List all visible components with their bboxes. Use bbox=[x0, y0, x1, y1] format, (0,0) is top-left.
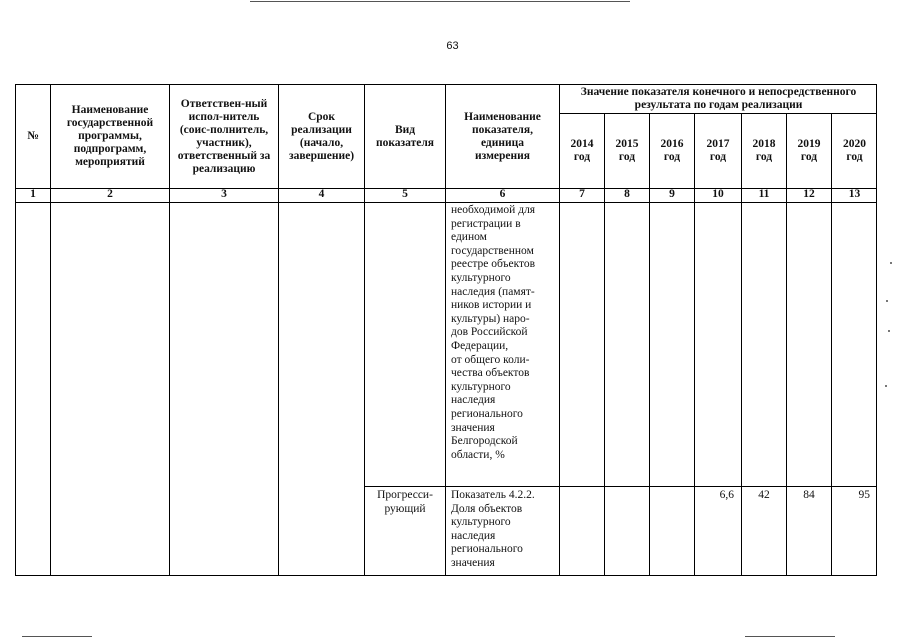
text-line: области, % bbox=[451, 448, 505, 461]
value-2019: 84 bbox=[803, 489, 815, 501]
column-number: 13 bbox=[848, 188, 861, 200]
text-line: необходимой для bbox=[451, 204, 536, 216]
header-year-2017: 2017 год bbox=[706, 138, 730, 163]
header-period: Срок реализации (начало, завершение) bbox=[288, 110, 355, 162]
text-line: реестре объектов bbox=[451, 258, 536, 271]
header-year-2014: 2014 год bbox=[570, 138, 594, 163]
text-line: значения bbox=[451, 556, 495, 569]
scan-speck bbox=[886, 300, 888, 302]
header-year-2016: 2016 год bbox=[660, 138, 684, 163]
text-line: культурного bbox=[451, 271, 511, 284]
text-line: чества объектов bbox=[451, 367, 530, 380]
text-line: рующий bbox=[384, 502, 426, 515]
header-year-2018: 2018 год bbox=[752, 138, 776, 163]
text-line: Федерации, bbox=[451, 339, 509, 352]
column-number: 8 bbox=[624, 188, 630, 200]
column-number: 4 bbox=[318, 188, 325, 200]
header-kind: Вид показателя bbox=[375, 123, 435, 149]
value-2020: 95 bbox=[858, 489, 870, 501]
header-year-2019: 2019 год bbox=[797, 138, 821, 163]
header-program: Наименование государственной программы, подпрограмм, мероприятий bbox=[66, 104, 154, 168]
header-year-2015: 2015 год bbox=[615, 138, 639, 163]
header-indicator: Наименование показателя, единица измерения bbox=[464, 110, 541, 162]
indicator-name-cell bbox=[446, 204, 559, 462]
text-line: регионального bbox=[451, 407, 523, 420]
text-line: значения bbox=[451, 421, 495, 434]
text-line: культуры) наро- bbox=[451, 312, 530, 325]
text-line: наследия (памят- bbox=[451, 285, 535, 298]
column-number: 10 bbox=[712, 188, 724, 200]
column-number: 12 bbox=[803, 188, 815, 200]
text-line: Белгородской bbox=[451, 435, 518, 448]
page-number: 63 bbox=[446, 40, 459, 52]
indicator-kind-cell bbox=[365, 489, 445, 516]
text-line: ников истории и bbox=[451, 299, 532, 312]
column-number: 6 bbox=[499, 188, 506, 200]
header-values-group: Значение показателя конечного и непосредственного результата по годам реализации bbox=[580, 86, 857, 111]
text-line: наследия bbox=[451, 394, 496, 407]
row-divider bbox=[16, 202, 877, 203]
scan-speck bbox=[890, 262, 892, 264]
header-number: № bbox=[27, 130, 39, 142]
text-line: государственном bbox=[451, 244, 534, 257]
column-number: 7 bbox=[579, 188, 585, 200]
scan-speck bbox=[885, 385, 887, 387]
text-line: регионального bbox=[451, 543, 523, 556]
column-number: 3 bbox=[221, 188, 227, 200]
header-year-2020: 2020 год bbox=[843, 138, 866, 163]
scan-edge-line bbox=[745, 636, 835, 637]
text-line: дов Российской bbox=[451, 326, 528, 339]
column-number: 5 bbox=[402, 188, 408, 200]
indicator-name-cell bbox=[446, 489, 559, 571]
value-2018: 42 bbox=[758, 489, 770, 501]
value-2017: 6,6 bbox=[719, 489, 734, 501]
text-line: Показатель 4.2.2. bbox=[451, 489, 535, 501]
indicator-table bbox=[15, 84, 877, 576]
header-executor: Ответствен-ный испол-нитель (соис-полнитель, участник), ответственный за реализацию bbox=[177, 97, 271, 175]
text-line: от общего коли- bbox=[451, 353, 530, 366]
text-line: наследия bbox=[451, 529, 496, 542]
scan-speck bbox=[888, 330, 890, 332]
row-divider bbox=[364, 486, 877, 487]
scan-edge-line bbox=[22, 636, 92, 637]
text-line: культурного bbox=[451, 380, 511, 393]
text-line: Доля объектов bbox=[451, 502, 523, 515]
text-line: регистрации в bbox=[451, 217, 521, 230]
column-number: 2 bbox=[107, 188, 113, 200]
scan-edge-line bbox=[250, 1, 630, 2]
text-line: едином bbox=[451, 231, 487, 244]
text-line: культурного bbox=[451, 516, 511, 529]
column-number: 1 bbox=[30, 188, 36, 200]
text-line: Прогресси- bbox=[377, 489, 433, 501]
column-number: 11 bbox=[758, 188, 770, 200]
column-number: 9 bbox=[669, 188, 675, 200]
